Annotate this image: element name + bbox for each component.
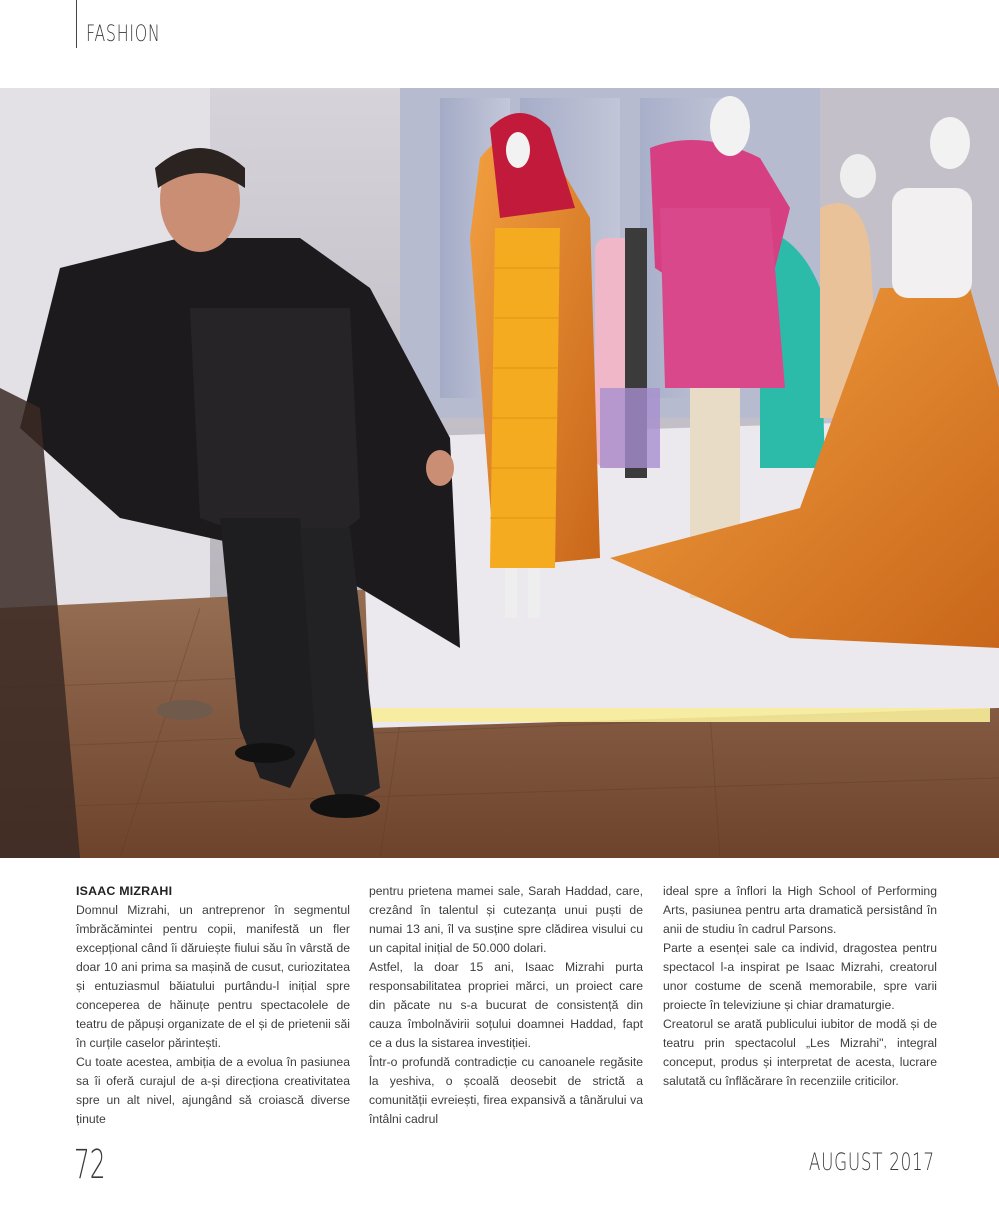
article-paragraph: ideal spre a înflori la High School of Performing Arts, pasiunea pentru arta dramatică persistând în anii de studiu în cadrul Parsons.: [663, 884, 937, 936]
article-heading: ISAAC MIZRAHI: [76, 884, 173, 898]
article-column-2: [369, 882, 643, 1129]
article-column-1: [76, 882, 350, 1129]
issue-date: AUGUST 2017: [809, 1148, 935, 1176]
article-paragraph: pentru prietena mamei sale, Sarah Haddad, care, crezând în talentul și cutezanța unui puști de numai 13 ani, îl va susține spre clădirea visului cu un capital inițial de 50.000 dolari.: [369, 884, 643, 955]
page-number: 72: [74, 1142, 106, 1188]
article-paragraph: Astfel, la doar 15 ani, Isaac Mizrahi purta responsabilitatea propriei mărci, un proiect care din păcate nu s-a bucurat de consistență din cauza îmbolnăvirii soțului doamnei Haddad, fapt ce a dus la sistarea investiției.: [369, 960, 643, 1050]
feature-photo: [0, 88, 999, 858]
article-body: [76, 882, 937, 1126]
article-column-3: [663, 882, 937, 1091]
article-paragraph: Creatorul se arată publicului iubitor de modă și de teatru prin spectacolul „Les Mizrahi", integral conceput, produs și interpretat de acesta, lucrare salutată cu înflăcărare în recenziile criticilor.: [663, 1017, 937, 1088]
article-paragraph: Domnul Mizrahi, un antreprenor în segmentul îmbrăcămintei pentru copii, manifestă un fler excepțional când îi dăruiește fiului său în vârstă de doar 10 ani prima sa mașină de cusut, curiozitatea și entuziasmul băiatului purtându-l inițial spre conceperea de hăinuțe pentru spectacolele de teatru de păpuși organizate de el și de prietenii săi în curțile caselor părintești.: [76, 903, 350, 1050]
article-paragraph: Parte a esenței sale ca individ, dragostea pentru spectacol l-a inspirat pe Isaac Mizrahi, creatorul unor costume de scenă memorabile, spre varii proiecte în televiziune și chiar dramaturgie.: [663, 941, 937, 1012]
section-label: FASHION: [86, 22, 161, 47]
section-divider: [76, 0, 77, 48]
article-paragraph: Cu toate acestea, ambiția de a evolua în pasiunea sa îi oferă curajul de a-și direcționa creativitatea spre un alt nivel, ajungând să croiască diverse ținute: [76, 1055, 350, 1126]
article-paragraph: Într-o profundă contradicție cu canoanele regăsite la yeshiva, o școală deosebit de strictă a comunității evreiești, firea expansivă a tânărului va întâlni cadrul: [369, 1055, 643, 1126]
